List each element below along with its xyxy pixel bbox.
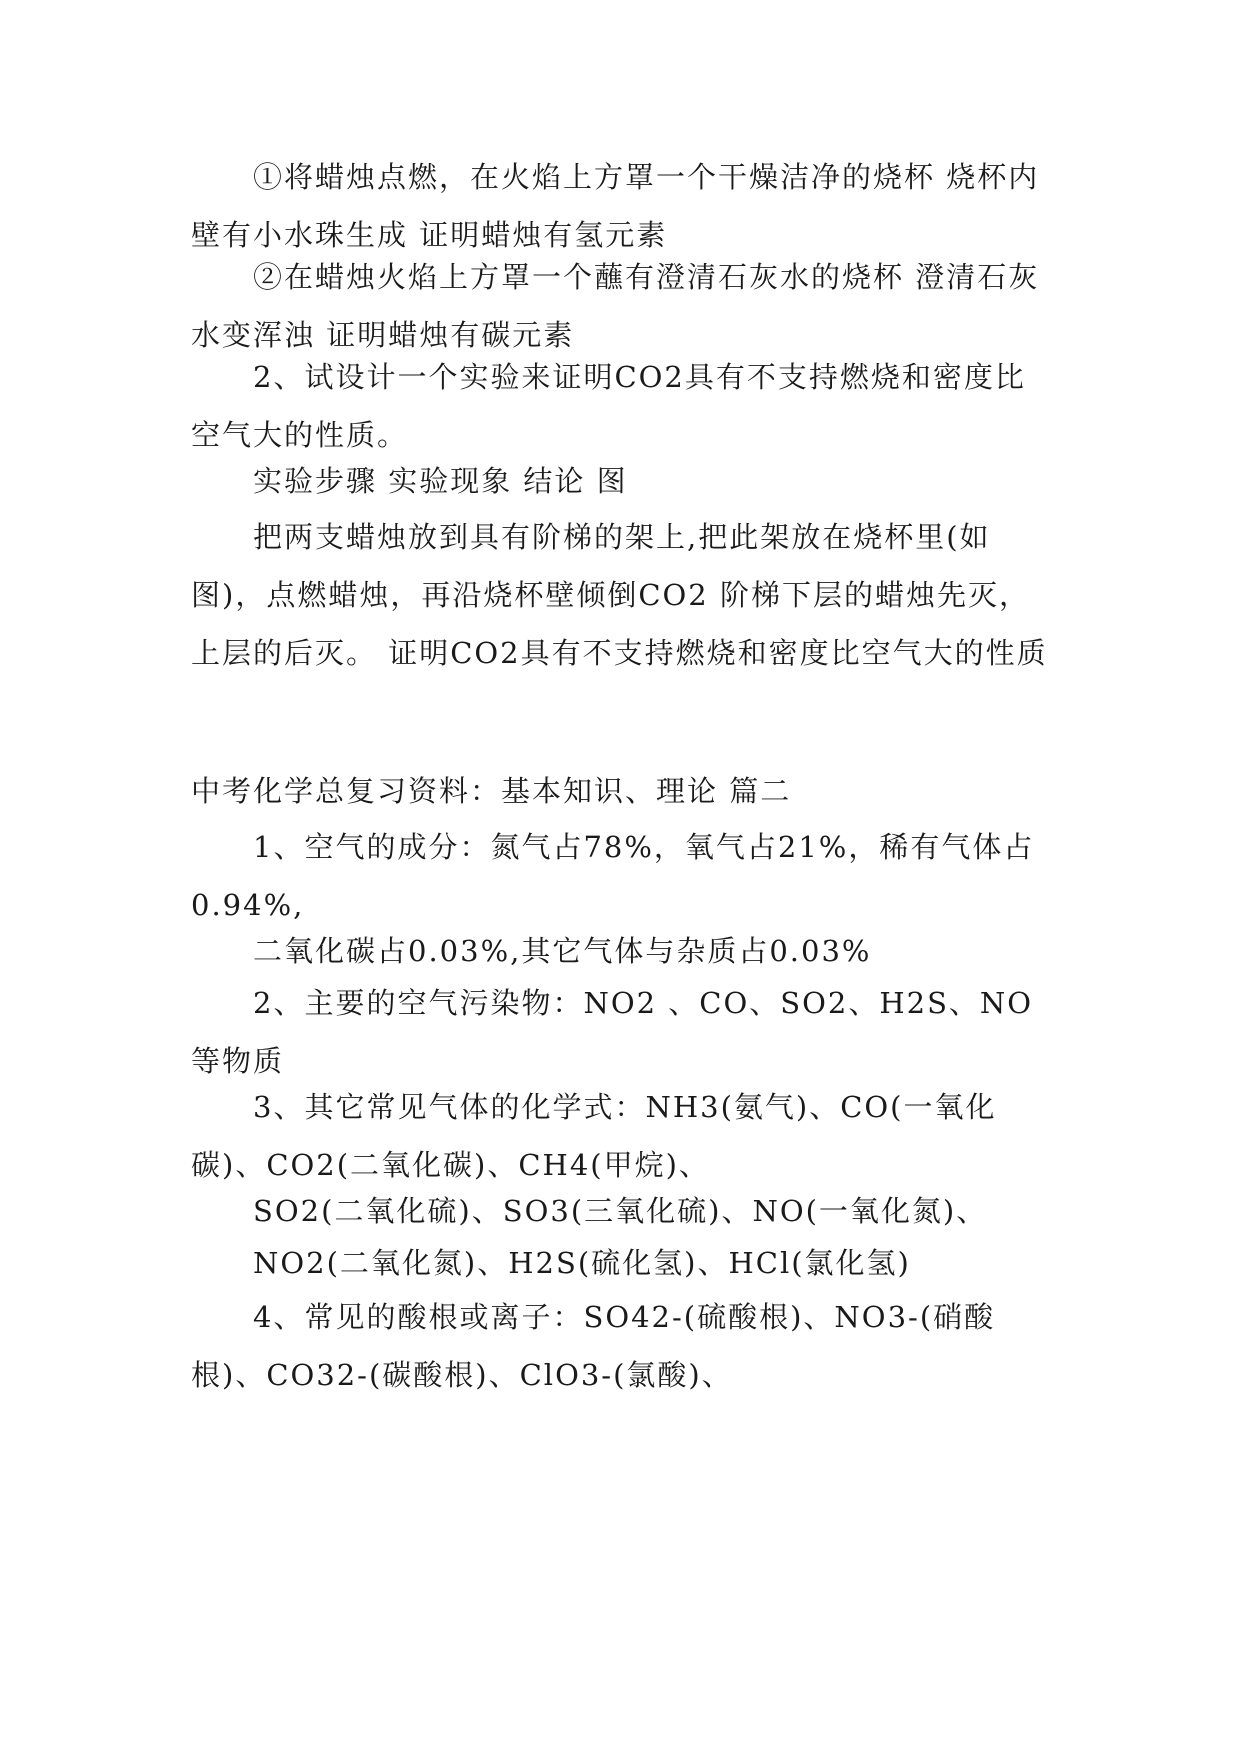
paragraph-acid-radicals: 4、常见的酸根或离子：SO42-(硫酸根)、NO3-(硝酸根)、CO32-(碳酸根)、ClO3-(氯酸)、: [191, 1300, 996, 1392]
paragraph-air-composition: 1、空气的成分：氮气占78%，氧气占21%，稀有气体占0.94%,: [191, 830, 1035, 922]
paragraph-air-composition-cont: 二氧化碳占0.03%,其它气体与杂质占0.03%: [253, 934, 872, 968]
paragraph-carbon-test: ②在蜡烛火焰上方罩一个蘸有澄清石灰水的烧杯 澄清石灰水变浑浊 证明蜡烛有碳元素: [191, 260, 1040, 352]
paragraph-table-headers: 实验步骤 实验现象 结论 图: [253, 464, 628, 498]
paragraph-co2-experiment: 把两支蜡烛放到具有阶梯的架上,把此架放在烧杯里(如图)，点燃蜡烛，再沿烧杯壁倾倒CO2 阶梯下层的蜡烛先灭，上层的后灭。 证明CO2具有不支持燃烧和密度比空气大的性质: [191, 520, 1048, 670]
paragraph-gas-formulas-2: SO2(二氧化硫)、SO3(三氧化硫)、NO(一氧化氮)、: [253, 1194, 988, 1228]
paragraph-gas-formulas-3: NO2(二氧化氮)、H2S(硫化氢)、HCl(氯化氢): [253, 1246, 911, 1280]
paragraph-gas-formulas: 3、其它常见气体的化学式：NH3(氨气)、CO(一氧化碳)、CO2(二氧化碳)、CH4(甲烷)、: [191, 1090, 997, 1182]
paragraph-air-pollutants: 2、主要的空气污染物：NO2 、CO、SO2、H2S、NO等物质: [191, 986, 1034, 1078]
paragraph-co2-question: 2、试设计一个实验来证明CO2具有不支持燃烧和密度比空气大的性质。: [191, 360, 1026, 452]
paragraph-hydrogen-test: ①将蜡烛点燃，在火焰上方罩一个干燥洁净的烧杯 烧杯内壁有小水珠生成 证明蜡烛有氢元素: [191, 160, 1040, 252]
section-heading: 中考化学总复习资料：基本知识、理论 篇二: [191, 774, 792, 808]
